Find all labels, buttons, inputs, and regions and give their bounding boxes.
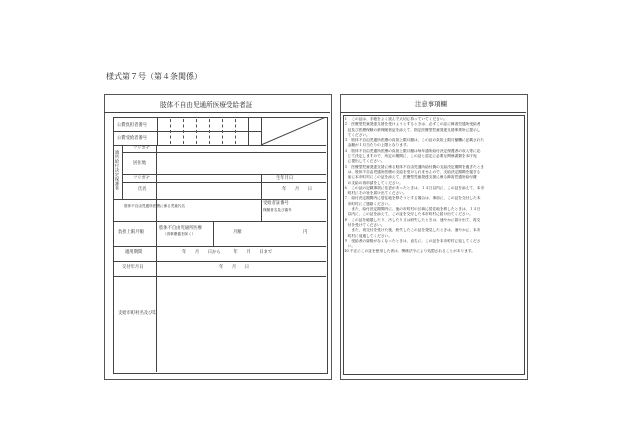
col-line: [157, 117, 158, 145]
birth-label: 生年月日: [276, 176, 294, 181]
note-line: ３ 肢体不自由児通所医療の負担上限月額は、この証の負担上限月額欄に記載された: [344, 138, 485, 143]
col-line: [213, 221, 214, 246]
note-line: 町村にその旨を届け出てください。: [344, 191, 407, 196]
address-label: 居住地: [133, 161, 146, 166]
digit-divider: [196, 119, 197, 144]
void-diagonal: [248, 117, 326, 145]
issue-date-label: 交付年月日: [122, 265, 144, 270]
digit-divider: [235, 119, 236, 144]
row-line: [113, 276, 326, 277]
note-line: ４ 肢体不自由児通所医療の負担上限月額は毎年通所給付決定保護者の収入等に応: [344, 148, 481, 153]
note-line: じて決定しますので、所定の期間に、この証と認定に必要な関係書類を本庁宛: [344, 154, 477, 159]
row-line: [122, 182, 326, 183]
row-line: [113, 221, 326, 222]
note-line: 以内に、この証を添えて、この証を交付した本市町村に届け出てください。: [344, 212, 473, 217]
furigana-label: フリガナ: [133, 146, 150, 151]
note-line: ５ 医療型児童発達支援に係る肢体不自由児通所給付費の支給決定期間を過ぎたとき: [344, 164, 485, 169]
insurance-number-label: 受給者証番号: [263, 201, 289, 206]
row-line: [113, 131, 261, 132]
row-line: [122, 152, 326, 153]
notes-list: [344, 117, 524, 255]
col-line: [156, 199, 157, 221]
note-line: 金額が１月当たりの上限となります。: [344, 143, 411, 148]
period-value: 年 月 日から 年 月 日まで: [182, 250, 273, 255]
issue-date-value: 年 月 日: [219, 265, 250, 270]
note-line: また、給付決定期間内に、他の市町村の区域に居住地を移したときは、１４日: [344, 207, 481, 212]
certificate-title: 肢体不自由児通所医療受給者証: [160, 101, 253, 109]
digit-divider: [209, 119, 210, 144]
yen-unit: 円: [303, 230, 308, 235]
payer-number-label: 公費負担者番号: [117, 123, 148, 128]
note-line: は、肢体不自由児通所医療の支給を受けられませんので、支給決定期間を過ぎる: [344, 169, 481, 174]
col-line: [261, 174, 262, 199]
note-line: また、再交付を受けた後、紛失したこの証を発見したときは、速やかに、本市: [344, 228, 481, 233]
form-number: 様式第７号（第４条関係）: [106, 72, 202, 81]
note-line: ８ この証を破損したり、汚したり又は紛失したときは、速やかに届け出て、再交: [344, 217, 481, 222]
note-line: ２ 医療型児童発達支援を受けようとするときは、必ずこの証に障害児通所受給者: [344, 122, 481, 127]
note-line: 市町村にご連絡ください。: [344, 201, 392, 206]
col-line: [156, 221, 157, 246]
col-line: [122, 145, 123, 199]
child-name-label: 肢体不自由児通所医療に係る児童氏名: [124, 204, 186, 208]
note-line: 町村に返還してください。: [344, 233, 392, 238]
note-line: 証及び医療保険の被保険者証を添えて、指定医療型児童発達支援事業所に提示し: [344, 127, 481, 132]
guardian-label: 通所給付決定保護者: [115, 150, 120, 191]
row-line: [113, 246, 326, 247]
limit-description: 肢体不自由児通所医療: [159, 226, 202, 231]
row-line: [122, 174, 326, 175]
col-line: [156, 261, 157, 276]
note-line: １ この証は、手帳をよく読んで大切に持っていてください。: [344, 117, 448, 121]
digit-divider: [222, 119, 223, 144]
title-divider: [104, 112, 330, 113]
note-line: い。: [344, 244, 356, 249]
name-label: 氏名: [138, 187, 147, 192]
birth-date-value: 年 月 日: [282, 187, 313, 192]
note-line: 10 不正にこの証を使用した者は、関係法令により処罰されることがあります。: [344, 249, 475, 254]
col-line: [156, 145, 157, 199]
note-line: ７ 給付決定期間内に居住地を移そうとする場合は、事前に、この証を交付した本: [344, 196, 481, 201]
digit-divider: [170, 119, 171, 144]
col-line: [261, 199, 262, 221]
monthly-amount-label: 月額: [233, 230, 242, 235]
col-line: [156, 246, 157, 261]
insurer-label: 保険者名及び番号: [263, 208, 292, 212]
period-label: 適用期間: [125, 250, 143, 255]
municipality-label: 支給市町村名及び印: [118, 311, 157, 316]
note-line: の支給の再申請をしてください。: [344, 180, 403, 185]
limit-description-sub: （食事療養を除く）: [163, 232, 196, 236]
note-line: 付を受けてください。: [344, 222, 385, 227]
limit-label: 負担上限月額: [118, 230, 144, 235]
row-line: [113, 199, 326, 200]
note-line: ６ この証の記載事項に変更があったときは、１４日以内に、この証を添えて、本市: [344, 185, 485, 190]
notes-title: 注意事項欄: [415, 100, 447, 108]
furigana-label-2: フリガナ: [133, 176, 150, 181]
recipient-number-label: 公費受給者番号: [117, 136, 148, 141]
note-line: に提出してください。: [344, 159, 385, 164]
notes-divider: [340, 112, 526, 113]
note-line: 前に本市町村にこの証を添えて、医療型児童発達支援に係る障害児通所給付費: [344, 175, 477, 180]
col-line: [156, 276, 157, 372]
digit-divider: [183, 119, 184, 144]
note-line: てください。: [344, 132, 370, 137]
row-line: [113, 261, 326, 262]
note-line: ９ 受給者の資格がなくなったときは、直ちに、この証を本市町村に返してくださ: [344, 238, 481, 243]
